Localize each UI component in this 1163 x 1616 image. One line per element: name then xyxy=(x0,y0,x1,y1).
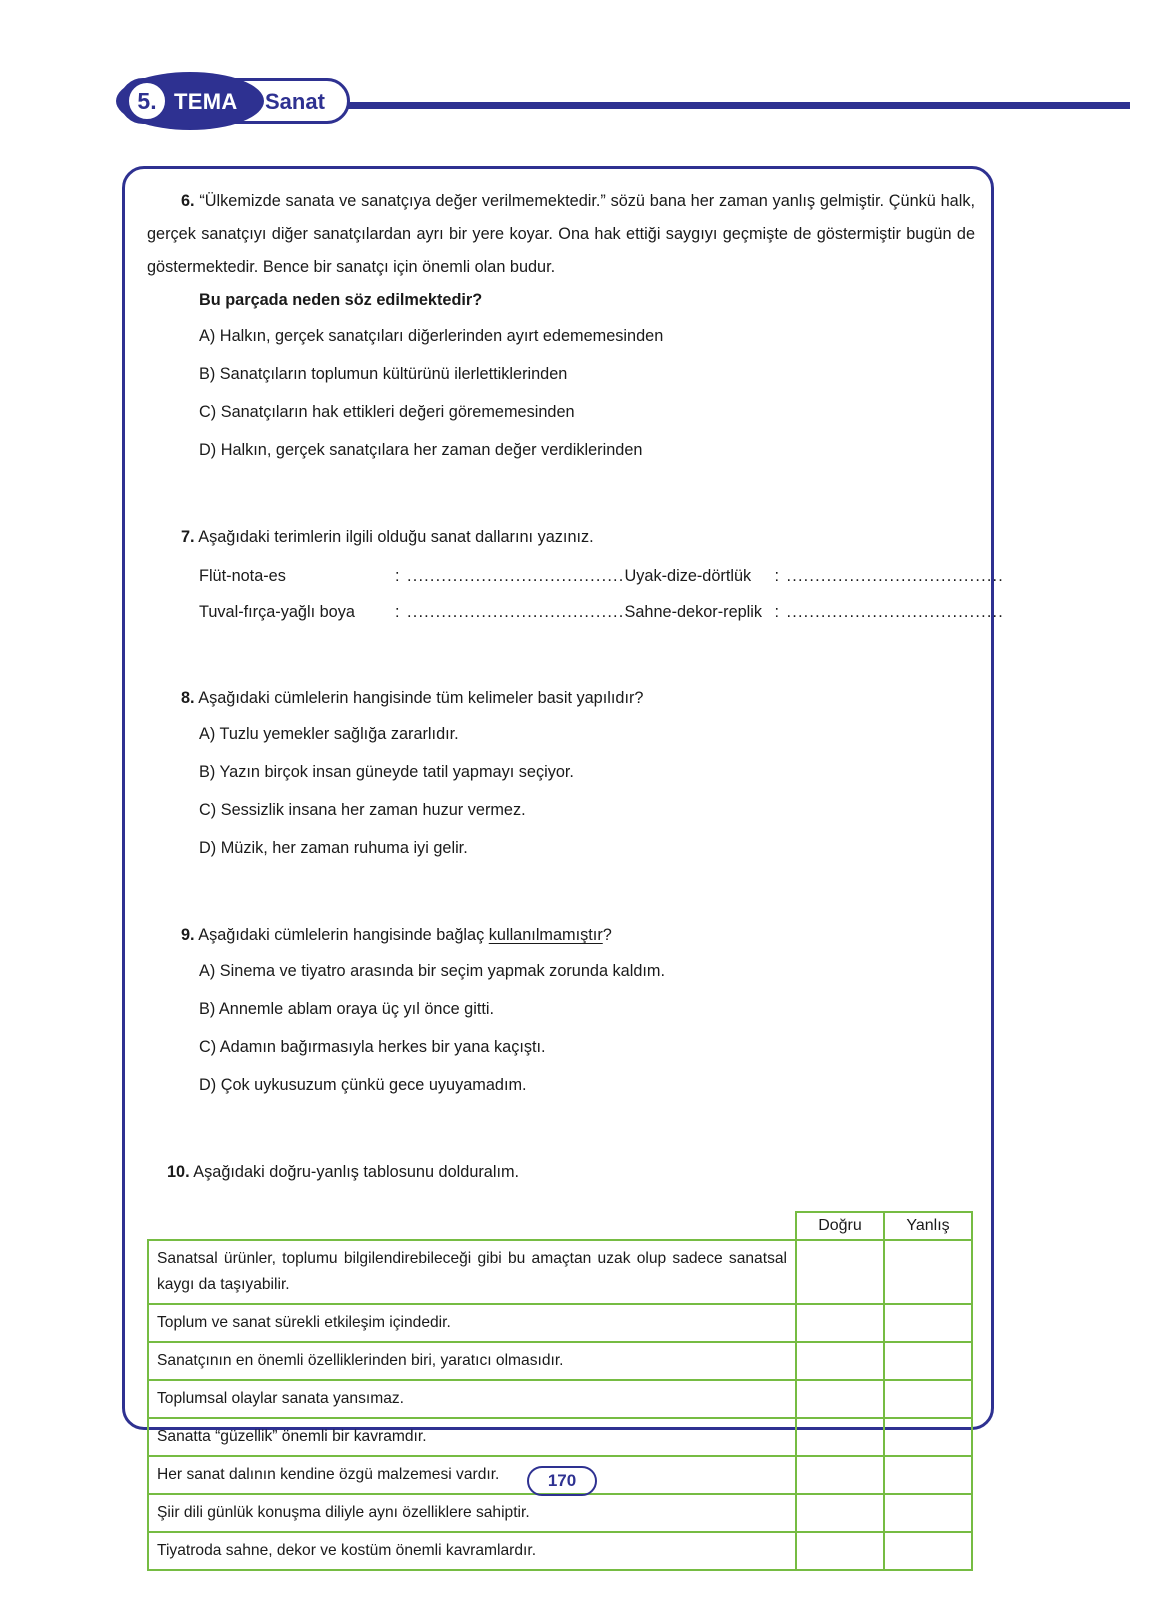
table-dogru-cell-5[interactable] xyxy=(796,1418,884,1456)
table-header-dogru: Doğru xyxy=(796,1212,884,1240)
question-9-option-b[interactable]: B) Annemle ablam oraya üç yıl önce gitti. xyxy=(199,1000,495,1018)
spacer xyxy=(147,469,975,521)
question-7-fill-grid xyxy=(147,558,1004,630)
question-9-option-c[interactable]: C) Adamın bağırmasıyla herkes bir yana kaçıştı. xyxy=(199,1038,546,1056)
question-10-text: Aşağıdaki doğru-yanlış tablosunu dolduralım. xyxy=(193,1163,520,1181)
question-7-answer-sahne[interactable]: ...................................... xyxy=(786,603,1004,621)
table-row xyxy=(148,1342,972,1380)
table-statement-8: Tiyatroda sahne, dekor ve kostüm önemli kavramlardır. xyxy=(148,1532,796,1570)
table-row xyxy=(148,1532,972,1570)
table-dogru-cell-3[interactable] xyxy=(796,1342,884,1380)
question-7-colon-2: : xyxy=(774,567,780,585)
table-row xyxy=(148,1418,972,1456)
table-dogru-cell-7[interactable] xyxy=(796,1494,884,1532)
table-row xyxy=(148,1240,972,1304)
table-statement-7: Şiir dili günlük konuşma diliyle aynı özelliklere sahiptir. xyxy=(148,1494,796,1532)
question-8-option-c[interactable]: C) Sessizlik insana her zaman huzur vermez. xyxy=(199,801,526,819)
question-9-option-a[interactable]: A) Sinema ve tiyatro arasında bir seçim yapmak zorunda kaldım. xyxy=(199,962,666,980)
question-7-label-sahne: Sahne-dekor-replik xyxy=(624,603,763,621)
question-10 xyxy=(147,1156,975,1571)
question-8-option-a[interactable]: A) Tuzlu yemekler sağlığa zararlıdır. xyxy=(199,725,459,743)
table-yanlis-cell-4[interactable] xyxy=(884,1380,972,1418)
table-statement-4: Toplumsal olaylar sanata yansımaz. xyxy=(148,1380,796,1418)
question-9-text-after: ? xyxy=(602,926,612,944)
page-number: 170 xyxy=(547,1471,577,1490)
question-7-label-uyak: Uyak-dize-dörtlük xyxy=(624,567,752,585)
question-7-colon-1: : xyxy=(395,567,400,585)
question-7-text: Aşağıdaki terimlerin ilgili olduğu sanat dallarını yazınız. xyxy=(198,528,594,546)
question-8-stem xyxy=(147,682,975,715)
table-row xyxy=(148,1304,972,1342)
table-statement-5: Sanatta “güzellik” önemli bir kavramdır. xyxy=(148,1418,796,1456)
table-yanlis-cell-6[interactable] xyxy=(884,1456,972,1494)
question-7-field-sahne xyxy=(625,594,1005,630)
question-8-option-b[interactable]: B) Yazın birçok insan güneyde tatil yapmayı seçiyor. xyxy=(199,763,574,781)
question-7-field-flut xyxy=(199,558,625,594)
table-yanlis-cell-8[interactable] xyxy=(884,1532,972,1570)
table-dogru-cell-4[interactable] xyxy=(796,1380,884,1418)
question-8-option-d[interactable]: D) Müzik, her zaman ruhuma iyi gelir. xyxy=(199,839,468,857)
table-dogru-cell-1[interactable] xyxy=(796,1240,884,1304)
question-10-number: 10. xyxy=(167,1163,190,1181)
question-9-number: 9. xyxy=(181,926,195,944)
spacer xyxy=(147,867,975,919)
question-7-field-uyak xyxy=(625,558,1005,594)
dogru-yanlis-table xyxy=(147,1211,973,1571)
question-7-stem xyxy=(147,521,975,554)
question-7-field-tuval xyxy=(199,594,625,630)
question-6-passage xyxy=(147,185,975,284)
question-7 xyxy=(147,521,1004,630)
question-6-option-d[interactable]: D) Halkın, gerçek sanatçılara her zaman değer verdiklerinden xyxy=(199,441,643,459)
question-7-row-1 xyxy=(199,558,1004,594)
question-7-answer-flut[interactable]: ...................................... xyxy=(407,567,625,585)
theme-word: TEMA xyxy=(174,89,238,114)
table-row xyxy=(148,1380,972,1418)
page-number-badge xyxy=(527,1466,597,1496)
question-6-prompt: Bu parçada neden söz edilmektedir? xyxy=(199,291,483,309)
question-10-stem xyxy=(147,1156,975,1189)
question-7-number: 7. xyxy=(181,528,195,546)
table-yanlis-cell-2[interactable] xyxy=(884,1304,972,1342)
question-8-number: 8. xyxy=(181,689,195,707)
table-header-yanlis: Yanlış xyxy=(884,1212,972,1240)
table-statement-6: Her sanat dalının kendine özgü malzemesi vardır. xyxy=(148,1456,796,1494)
table-yanlis-cell-3[interactable] xyxy=(884,1342,972,1380)
spacer xyxy=(147,1104,975,1156)
spacer xyxy=(147,630,975,682)
table-statement-2: Toplum ve sanat sürekli etkileşim içindedir. xyxy=(148,1304,796,1342)
table-statement-1: Sanatsal ürünler, toplumu bilgilendirebileceği gibi bu amaçtan uzak olup sadece sanatsal kaygı da taşıyabilir. xyxy=(148,1240,796,1304)
theme-header xyxy=(0,78,1163,134)
question-6-option-c[interactable]: C) Sanatçıların hak ettikleri değeri görememesinden xyxy=(199,403,575,421)
question-10-table-wrapper xyxy=(147,1211,975,1571)
question-6 xyxy=(147,185,975,469)
question-7-label-flut: Flüt-nota-es xyxy=(199,567,286,585)
question-7-row-2 xyxy=(199,594,1004,630)
question-7-answer-tuval[interactable]: ...................................... xyxy=(407,603,625,621)
theme-title: Sanat xyxy=(265,89,325,114)
theme-number: 5. xyxy=(137,87,157,114)
table-statement-3: Sanatçının en önemli özelliklerinden biri, yaratıcı olmasıdır. xyxy=(148,1342,796,1380)
question-8-text: Aşağıdaki cümlelerin hangisinde tüm kelimeler basit yapılıdır? xyxy=(198,689,644,707)
table-yanlis-cell-5[interactable] xyxy=(884,1418,972,1456)
question-6-number: 6. xyxy=(181,192,195,210)
question-9-underlined-word: kullanılmamıştır xyxy=(488,926,603,944)
question-7-label-tuval: Tuval-fırça-yağlı boya xyxy=(199,603,355,621)
table-yanlis-cell-1[interactable] xyxy=(884,1240,972,1304)
question-7-colon-4: : xyxy=(774,603,780,621)
header-rule xyxy=(340,102,1130,109)
question-9-text-before: Aşağıdaki cümlelerin hangisinde bağlaç xyxy=(198,926,489,944)
question-7-answer-uyak[interactable]: ...................................... xyxy=(786,567,1004,585)
table-dogru-cell-2[interactable] xyxy=(796,1304,884,1342)
table-header-blank xyxy=(148,1212,796,1240)
table-dogru-cell-6[interactable] xyxy=(796,1456,884,1494)
question-6-passage-text: “Ülkemizde sanata ve sanatçıya değer verilmemektedir.” sözü bana her zaman yanlış gelmiştir. Çünkü halk, gerçek sanatçıyı diğer sanatçılardan ayrı bir yere koyar. Ona hak ettiği saygıyı geçmişte de göstermiştir bugün de göstermektedir. Bence bir sanatçı için önemli olan budur. xyxy=(147,192,975,276)
question-8 xyxy=(147,682,975,867)
question-6-option-a[interactable]: A) Halkın, gerçek sanatçıları diğerlerinden ayırt edememesinden xyxy=(199,327,664,345)
question-9 xyxy=(147,919,975,1104)
table-yanlis-cell-7[interactable] xyxy=(884,1494,972,1532)
table-row xyxy=(148,1494,972,1532)
content-inner xyxy=(125,169,1004,1571)
question-7-colon-3: : xyxy=(395,603,400,621)
question-6-option-b[interactable]: B) Sanatçıların toplumun kültürünü ilerlettiklerinden xyxy=(199,365,568,383)
table-header-row xyxy=(148,1212,972,1240)
question-9-stem xyxy=(147,919,975,952)
question-9-option-d[interactable]: D) Çok uykusuzum çünkü gece uyuyamadım. xyxy=(199,1076,527,1094)
table-dogru-cell-8[interactable] xyxy=(796,1532,884,1570)
theme-number-circle xyxy=(126,80,168,122)
